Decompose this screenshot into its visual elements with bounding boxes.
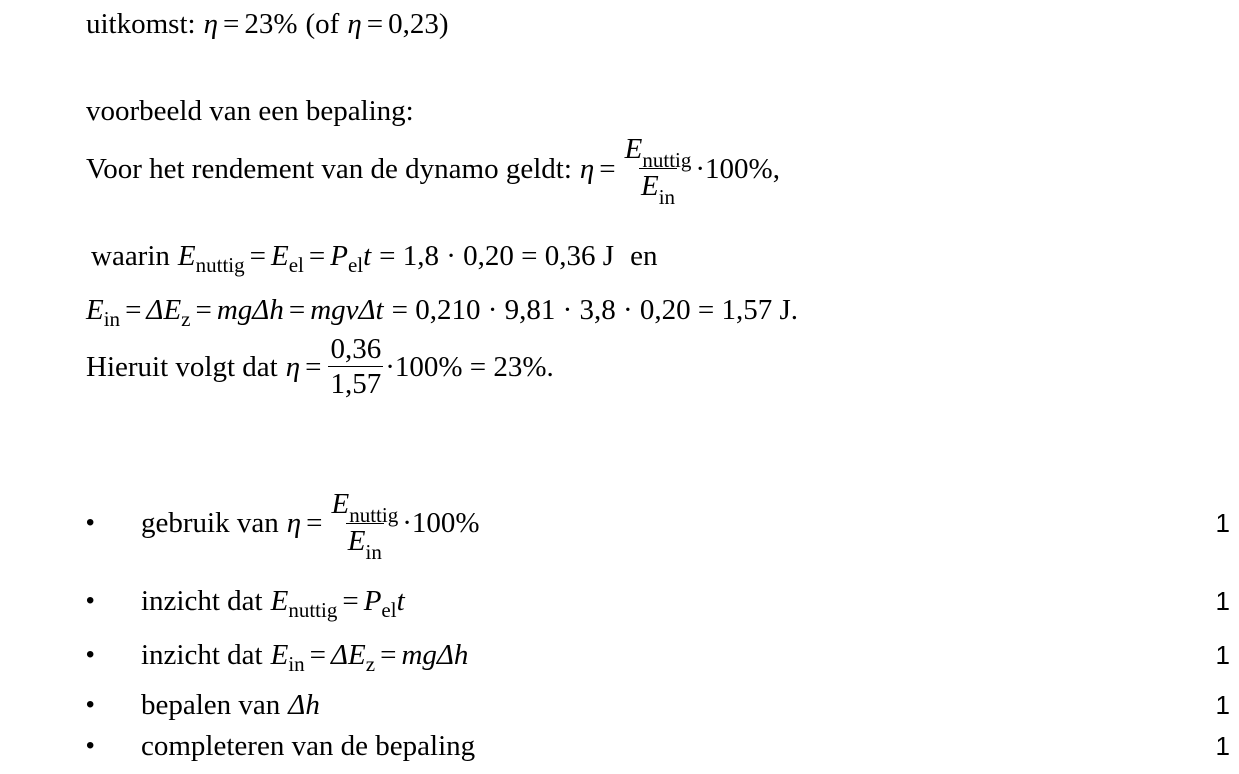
delta-energy-symbol: ΔE [146, 294, 182, 326]
criterion-fraction [329, 487, 400, 564]
subscript-el: el [347, 253, 364, 277]
waarin-line [91, 238, 658, 277]
rendement-line [86, 132, 780, 209]
equals-sign: = [309, 639, 327, 671]
criterion-row-4 [86, 687, 1239, 723]
uitkomst-alt-open: (of [305, 8, 340, 40]
energy-symbol: E [640, 170, 659, 202]
waarin-calculation: = 1,8 · 0,20 = 0,36 J [379, 240, 615, 272]
mgdh-expression: mgΔh [216, 294, 284, 326]
equals-sign: = [599, 152, 616, 185]
energy-symbol: E [270, 585, 289, 617]
time-symbol: t [363, 240, 372, 272]
energy-symbol: E [624, 133, 643, 165]
subscript-nuttig: nuttig [288, 598, 338, 622]
criterion-text: inzicht dat [141, 639, 263, 671]
rendement-text: Voor het rendement van de dynamo geldt: [86, 152, 572, 185]
energy-symbol: E [270, 639, 289, 671]
hieruit-fraction [328, 332, 383, 401]
eta-symbol: η [285, 350, 301, 383]
subscript-z: z [181, 307, 191, 331]
rendement-fraction [623, 132, 694, 209]
uitkomst-value: 23% [244, 8, 298, 40]
criterion-score: 1 [1215, 690, 1230, 720]
eta-symbol: η [203, 8, 218, 40]
equals-sign: = [195, 294, 212, 326]
eta-symbol: η [286, 507, 302, 539]
equals-sign: = [249, 240, 266, 272]
fraction-denominator [639, 168, 677, 209]
energy-symbol: E [86, 294, 104, 326]
subscript-z: z [365, 652, 376, 676]
energy-symbol: E [177, 240, 196, 272]
power-symbol: P [363, 585, 382, 617]
criterion-score: 1 [1215, 640, 1230, 670]
delta-energy-symbol: ΔE [331, 639, 366, 671]
criterion-row-3 [86, 637, 1239, 676]
fraction-denominator [346, 523, 384, 564]
voorbeeld-heading-text: voorbeeld van een bepaling: [86, 95, 414, 127]
fraction-numerator [623, 132, 694, 172]
equals-sign: = [305, 350, 322, 383]
equals-sign: = [288, 294, 306, 326]
criterion-text: gebruik van [141, 507, 279, 539]
energy-symbol: E [271, 240, 289, 272]
rendement-tail: ·100%, [695, 152, 780, 185]
criterion-text: inzicht dat [141, 585, 263, 617]
fraction-denominator: 1,57 [330, 368, 382, 400]
energy-symbol: E [331, 487, 350, 520]
delta-h-symbol: Δh [288, 689, 320, 721]
criterion-row-2 [86, 583, 1239, 622]
voorbeeld-heading [86, 93, 414, 129]
bullet-icon: • [86, 691, 95, 718]
mgvdt-expression: mgvΔt [310, 294, 384, 326]
equals-sign: = [380, 639, 397, 671]
bullet-icon: • [86, 641, 95, 668]
hieruit-text: Hieruit volgt dat [86, 350, 278, 383]
bullet-icon: • [86, 732, 95, 759]
mgdh-expression: mgΔh [401, 639, 469, 671]
power-symbol: P [330, 240, 348, 272]
uitkomst-label: uitkomst: [86, 8, 196, 40]
subscript-el: el [381, 598, 397, 622]
equals-sign: = [306, 507, 323, 539]
criterion-text: completeren van de bepaling [141, 730, 476, 762]
bullet-icon: • [86, 509, 95, 536]
equals-sign: = [222, 8, 240, 40]
criterion-formula-tail: ·100% [402, 507, 480, 539]
ein-line [86, 292, 799, 331]
equals-sign: = [366, 8, 384, 40]
fraction-numerator [329, 487, 400, 527]
equals-sign: = [308, 240, 326, 272]
equals-sign: = [125, 294, 142, 326]
subscript-nuttig: nuttig [349, 502, 399, 527]
subscript-in: in [658, 185, 676, 209]
uitkomst-alt-value: 0,23) [388, 8, 449, 40]
time-symbol: t [396, 585, 405, 617]
fraction-numerator: 0,36 [330, 333, 382, 365]
criterion-row-5 [86, 728, 1239, 764]
criterion-score: 1 [1215, 731, 1230, 761]
subscript-in: in [288, 652, 305, 676]
ein-calculation: = 0,210 · 9,81 · 3,8 · 0,20 = 1,57 J. [391, 294, 799, 326]
eta-symbol: η [579, 152, 595, 185]
criterion-text: bepalen van [141, 689, 281, 721]
subscript-in: in [103, 307, 121, 331]
subscript-nuttig: nuttig [195, 253, 245, 277]
criterion-score: 1 [1215, 586, 1230, 616]
criterion-row-1 [86, 470, 1239, 576]
criterion-score: 1 [1215, 508, 1230, 538]
energy-symbol: E [347, 524, 366, 557]
subscript-el: el [288, 253, 304, 277]
hieruit-line [86, 332, 554, 401]
bullet-icon: • [86, 587, 95, 614]
waarin-en: en [630, 240, 658, 272]
subscript-in: in [365, 539, 382, 564]
hieruit-tail: ·100% = 23%. [385, 350, 554, 383]
subscript-nuttig: nuttig [642, 148, 692, 172]
eta-symbol: η [347, 8, 362, 40]
equals-sign: = [342, 585, 359, 617]
uitkomst-line [86, 6, 449, 42]
waarin-word: waarin [91, 240, 170, 272]
